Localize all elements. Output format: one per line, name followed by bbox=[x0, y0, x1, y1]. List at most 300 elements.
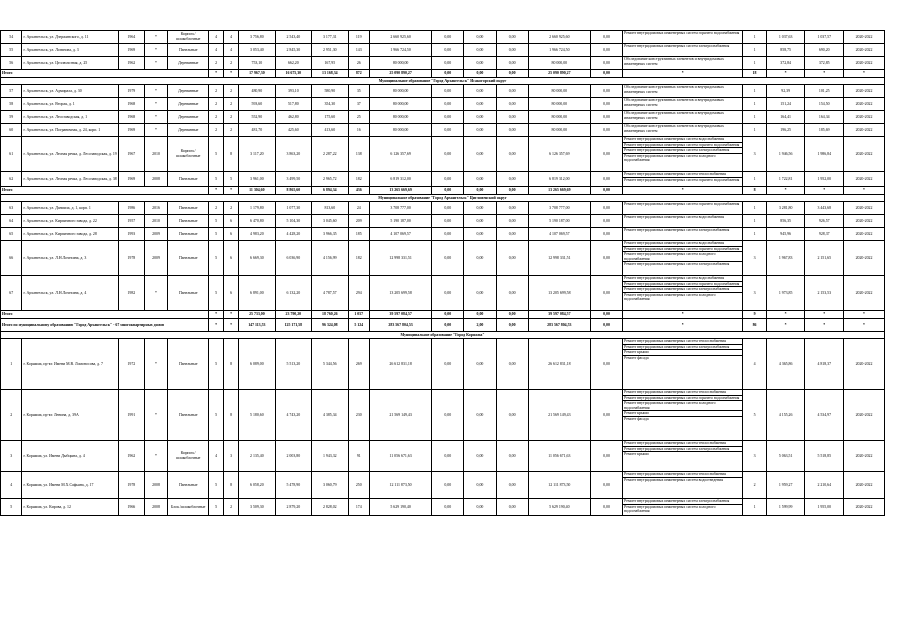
cell-col-17: 0,00 bbox=[590, 124, 622, 137]
cell-extra-3: 2 210,64 bbox=[805, 472, 844, 499]
cell-col-13: 0,00 bbox=[432, 319, 464, 332]
cell-col-1: 58 bbox=[1, 98, 22, 111]
cell-col-14: 0,00 bbox=[464, 241, 496, 276]
cell-col-16: 39 597 084,57 bbox=[528, 311, 590, 319]
cell-col-7: 6 bbox=[224, 241, 239, 276]
cell-col-2: г. Архангельск, ул. Адмирала, д. 30 bbox=[22, 85, 119, 98]
cell-col-9: 3 499,50 bbox=[275, 172, 311, 187]
cell-extra-1: 18 bbox=[743, 70, 767, 78]
cell-col-6: 5 bbox=[209, 472, 224, 499]
cell-extra-4: 2020-2022 bbox=[844, 57, 885, 70]
work-type-item: * bbox=[681, 188, 684, 193]
cell-col-12: 6 819 312,00 bbox=[369, 172, 431, 187]
cell-col-13: 0,00 bbox=[432, 57, 464, 70]
table-row bbox=[1, 31, 885, 44]
cell-col-11: 1 057 bbox=[348, 311, 369, 319]
work-types-cell bbox=[623, 276, 743, 311]
cell-col-6: 4 bbox=[209, 31, 224, 44]
cell-col-10: 2 287,22 bbox=[312, 137, 348, 172]
cell-col-7: 2 bbox=[224, 98, 239, 111]
cell-col-15: 0,00 bbox=[496, 276, 528, 311]
work-type-item: Ремонт внутридомовых инженерных систем горячего водоснабжения bbox=[624, 202, 740, 206]
cell-col-13: 0,00 bbox=[432, 499, 464, 516]
work-type-item: Ремонт внутридомовых инженерных систем электроснабжения bbox=[623, 148, 742, 154]
cell-col-7: 2 bbox=[224, 124, 239, 137]
cell-col-12: 11 056 671,63 bbox=[369, 441, 431, 472]
cell-col-6: 5 bbox=[209, 228, 224, 241]
cell-extra-2: 1 959,27 bbox=[766, 472, 805, 499]
cell-col-15: 0,00 bbox=[496, 499, 528, 516]
cell-extra-2: 858,75 bbox=[766, 44, 805, 57]
capital-repair-table bbox=[0, 30, 885, 516]
cell-col-2: г. Архангельск, ул. Кирпичного завода, д. 22 bbox=[22, 215, 119, 228]
table-row bbox=[1, 44, 885, 57]
cell-extra-3: * bbox=[805, 311, 844, 319]
cell-col-14: 0,00 bbox=[464, 441, 496, 472]
cell-col-10: 813,60 bbox=[312, 202, 348, 215]
cell-col-12: 80 000,00 bbox=[369, 85, 431, 98]
cell-col-14: 0,00 bbox=[464, 172, 496, 187]
cell-col-9: 662,20 bbox=[275, 57, 311, 70]
cell-col-13: 0,00 bbox=[432, 339, 464, 390]
cell-col-1: 57 bbox=[1, 85, 22, 98]
cell-col-16: 21 569 149,43 bbox=[528, 390, 590, 441]
cell-col-15: 0,00 bbox=[496, 390, 528, 441]
cell-col-9: 125 171,58 bbox=[275, 319, 311, 332]
cell-col-3: 1972 bbox=[119, 339, 145, 390]
cell-col-16: 6 819 312,00 bbox=[528, 172, 590, 187]
cell-extra-1: 3 bbox=[743, 276, 767, 311]
cell-col-4: * bbox=[144, 44, 168, 57]
cell-col-13: 0,00 bbox=[432, 472, 464, 499]
work-type-item: Ремонт внутридомовых инженерных систем горячего водоснабжения bbox=[624, 177, 740, 182]
cell-col-13: 0,00 bbox=[432, 137, 464, 172]
cell-col-12: 13 265 669,69 bbox=[369, 187, 431, 195]
cell-col-8: 25 733,00 bbox=[239, 311, 275, 319]
cell-col-5: Панельные bbox=[168, 339, 209, 390]
table-row bbox=[1, 499, 885, 516]
cell-col-10: 175,60 bbox=[312, 111, 348, 124]
cell-extra-4: 2020-2022 bbox=[844, 137, 885, 172]
cell-col-11: 174 bbox=[348, 499, 369, 516]
work-types-cell bbox=[623, 390, 743, 441]
cell-col-1: 63 bbox=[1, 202, 22, 215]
section-header-row bbox=[1, 78, 885, 85]
cell-col-8: 3 053,40 bbox=[239, 44, 275, 57]
cell-col-11: 230 bbox=[348, 390, 369, 441]
cell-col-4: 2009 bbox=[144, 241, 168, 276]
cell-col-5: Блок./шлакоблочные bbox=[168, 499, 209, 516]
cell-col-12: 13 205 699,58 bbox=[369, 276, 431, 311]
work-type-item: Ремонт внутридомовых инженерных систем электроснабжения bbox=[624, 262, 730, 267]
cell-col-6: 5 bbox=[209, 215, 224, 228]
cell-extra-3: 1 037,57 bbox=[805, 31, 844, 44]
cell-col-2: г. Архангельск, ул. Лесная речка, д. Лесозаводская, д. 19 bbox=[22, 137, 119, 172]
cell-extra-4: * bbox=[844, 70, 885, 78]
cell-extra-2: * bbox=[766, 187, 805, 195]
cell-col-11: 25 bbox=[348, 111, 369, 124]
cell-extra-3: 4 818,37 bbox=[805, 339, 844, 390]
cell-extra-4: 2020-2022 bbox=[844, 339, 885, 390]
cell-extra-2: 1 037,63 bbox=[766, 31, 805, 44]
cell-col-12: 6 126 357,69 bbox=[369, 137, 431, 172]
cell-col-6: 5 bbox=[209, 241, 224, 276]
cell-col-1: 55 bbox=[1, 44, 22, 57]
cell-extra-3: 185,69 bbox=[805, 124, 844, 137]
cell-col-8: 5 180,60 bbox=[239, 390, 275, 441]
cell-col-14: 0,00 bbox=[464, 390, 496, 441]
cell-col-15: 0,00 bbox=[496, 311, 528, 319]
cell-col-7: 8 bbox=[224, 137, 239, 172]
cell-col-3: 1978 bbox=[119, 241, 145, 276]
cell-col-14: 0,00 bbox=[464, 499, 496, 516]
cell-col-6: 4 bbox=[209, 44, 224, 57]
work-types-cell bbox=[623, 44, 743, 57]
cell-col-16: 4 107 069,57 bbox=[528, 228, 590, 241]
cell-col-5: Панельные bbox=[168, 390, 209, 441]
cell-col-3: 1969 bbox=[119, 172, 145, 187]
cell-col-15: 0,00 bbox=[496, 241, 528, 276]
work-type-item: Ремонт внутридомовых инженерных систем холодного водоснабжения bbox=[623, 401, 742, 411]
cell-col-15: 0,00 bbox=[496, 319, 528, 332]
cell-extra-1: 1 bbox=[743, 124, 767, 137]
cell-extra-3: 2 153,53 bbox=[805, 276, 844, 311]
cell-col-2: г. Коряжма, ул. Кирова, д. 12 bbox=[22, 499, 119, 516]
cell-col-2: г. Коряжма, ул. Имени Дыбцына, д. 4 bbox=[22, 441, 119, 472]
cell-col-17: 0,00 bbox=[590, 499, 622, 516]
cell-col-1: 56 bbox=[1, 57, 22, 70]
cell-col-6: 4 bbox=[209, 441, 224, 472]
cell-col-9: 6 132,20 bbox=[275, 276, 311, 311]
cell-col-1: 1 bbox=[1, 339, 22, 390]
cell-extra-1: 5 bbox=[743, 390, 767, 441]
cell-col-5: Панельные bbox=[168, 241, 209, 276]
cell-col-4: 2008 bbox=[144, 472, 168, 499]
cell-col-11: 138 bbox=[348, 137, 369, 172]
cell-col-13: 0,00 bbox=[432, 111, 464, 124]
cell-col-2: г. Архангельск, ул. Лесная речка, д. Лесозаводская, д. 38 bbox=[22, 172, 119, 187]
cell-col-10: 5 344,56 bbox=[312, 339, 348, 390]
cell-col-7: 5 bbox=[224, 172, 239, 187]
cell-col-16: 12 998 331,51 bbox=[528, 241, 590, 276]
cell-col-10: 2 965,72 bbox=[312, 172, 348, 187]
work-type-item: Ремонт внутридомовых инженерных систем горячего водоснабжения bbox=[623, 143, 742, 149]
cell-col-3: 1969 bbox=[119, 44, 145, 57]
work-types-cell bbox=[623, 228, 743, 241]
cell-extra-3: 101,25 bbox=[805, 85, 844, 98]
cell-col-3: 1964 bbox=[119, 31, 145, 44]
cell-col-4: * bbox=[144, 276, 168, 311]
cell-extra-4: 2020-2022 bbox=[844, 499, 885, 516]
cell-col-5: Деревянные bbox=[168, 85, 209, 98]
cell-col-14: 0,00 bbox=[464, 311, 496, 319]
cell-extra-2: 372,84 bbox=[766, 57, 805, 70]
cell-extra-3: 1 986,84 bbox=[805, 137, 844, 172]
cell-col-16: 80 000,00 bbox=[528, 98, 590, 111]
cell-col-15: 0,00 bbox=[496, 57, 528, 70]
cell-col-2: г. Архангельск, ул. Дзержинского, д. 11 bbox=[22, 31, 119, 44]
cell-col-4: * bbox=[144, 85, 168, 98]
work-type-item: Обследование конструктивных элементов и внутридомовых инженерных систем bbox=[624, 124, 724, 133]
cell-col-17: 0,00 bbox=[590, 85, 622, 98]
cell-col-4: * bbox=[144, 98, 168, 111]
work-type-item: Ремонт внутридомовых инженерных систем водоснабжения bbox=[624, 215, 725, 219]
cell-col-9: 425,60 bbox=[275, 124, 311, 137]
cell-col-4: * bbox=[144, 390, 168, 441]
cell-col-14: 0,00 bbox=[464, 57, 496, 70]
table-row bbox=[1, 57, 885, 70]
cell-col-14: 0,00 bbox=[464, 472, 496, 499]
cell-col-1: 59 bbox=[1, 111, 22, 124]
cell-col-12: 4 107 069,57 bbox=[369, 228, 431, 241]
work-type-item: Ремонт внутридомовых инженерных систем горячего водоснабжения bbox=[624, 31, 740, 35]
cell-col-9: 8 865,60 bbox=[275, 187, 311, 195]
cell-col-17: 0,00 bbox=[590, 137, 622, 172]
cell-col-10: 580,90 bbox=[312, 85, 348, 98]
cell-col-17: 0,00 bbox=[590, 57, 622, 70]
cell-col-16: 80 000,00 bbox=[528, 85, 590, 98]
cell-extra-4: 2020-2022 bbox=[844, 111, 885, 124]
cell-col-3: 1991 bbox=[119, 390, 145, 441]
cell-col-9: 2 845,30 bbox=[275, 44, 311, 57]
cell-col-10: 3 060,79 bbox=[312, 472, 348, 499]
cell-col-15: 0,00 bbox=[496, 124, 528, 137]
cell-extra-4: * bbox=[844, 311, 885, 319]
cell-extra-4: 2020-2022 bbox=[844, 390, 885, 441]
cell-col-13: 0,00 bbox=[432, 70, 464, 78]
cell-col-4: * bbox=[144, 339, 168, 390]
work-type-item: Ремонт внутридомовых инженерных систем горячего водоснабжения bbox=[623, 396, 742, 402]
cell-col-10: 3 966,35 bbox=[312, 228, 348, 241]
cell-extra-4: 2020-2022 bbox=[844, 31, 885, 44]
cell-col-2: г. Коряжма, пр-кт. Имени М.В. Ломоносова, д. 7 bbox=[22, 339, 119, 390]
cell-col-9: 6 036,90 bbox=[275, 241, 311, 276]
work-type-item: Обследование конструктивных элементов и внутридомовых инженерных систем bbox=[624, 111, 724, 120]
cell-col-7: 8 bbox=[224, 390, 239, 441]
work-type-item: Ремонт фасада bbox=[624, 416, 649, 421]
cell-col-6: 2 bbox=[209, 85, 224, 98]
cell-extra-3: * bbox=[805, 187, 844, 195]
cell-col-8: 552,90 bbox=[239, 111, 275, 124]
cell-col-17: 0,00 bbox=[590, 31, 622, 44]
work-types-cell bbox=[623, 172, 743, 187]
cell-extra-1: 1 bbox=[743, 31, 767, 44]
table-row bbox=[1, 276, 885, 311]
cell-col-7: * bbox=[224, 70, 239, 78]
total-row bbox=[1, 70, 885, 78]
cell-col-17: 0,00 bbox=[590, 472, 622, 499]
cell-col-12: 12 998 331,51 bbox=[369, 241, 431, 276]
cell-col-13: 0,00 bbox=[432, 187, 464, 195]
cell-col-4: 2008 bbox=[144, 499, 168, 516]
cell-col-12: 12 111 873,50 bbox=[369, 472, 431, 499]
cell-col-7: 3 bbox=[224, 441, 239, 472]
cell-col-4: * bbox=[144, 57, 168, 70]
cell-col-5: Панельные bbox=[168, 202, 209, 215]
cell-extra-2: 1 946,56 bbox=[766, 137, 805, 172]
cell-col-12: 3 708 777,00 bbox=[369, 202, 431, 215]
cell-col-4: * bbox=[144, 441, 168, 472]
table-row bbox=[1, 228, 885, 241]
cell-extra-3: 164,34 bbox=[805, 111, 844, 124]
cell-col-9: 5 478,90 bbox=[275, 472, 311, 499]
cell-col-1: 62 bbox=[1, 172, 22, 187]
cell-extra-4: 2020-2022 bbox=[844, 98, 885, 111]
cell-col-3: 1957 bbox=[119, 215, 145, 228]
cell-col-8: 2 135,40 bbox=[239, 441, 275, 472]
cell-col-15: 0,00 bbox=[496, 202, 528, 215]
work-type-item: Ремонт внутридомовых инженерных систем водоснабжения bbox=[623, 137, 742, 143]
cell-extra-4: 2020-2022 bbox=[844, 441, 885, 472]
cell-extra-1: 1 bbox=[743, 44, 767, 57]
cell-extra-3: * bbox=[805, 70, 844, 78]
cell-col-1: 5 bbox=[1, 499, 22, 516]
cell-col-12: 39 597 084,57 bbox=[369, 311, 431, 319]
cell-col-15: 0,00 bbox=[496, 441, 528, 472]
cell-extra-1: 1 bbox=[743, 215, 767, 228]
cell-extra-1: 3 bbox=[743, 241, 767, 276]
cell-extra-2: * bbox=[766, 70, 805, 78]
cell-extra-2: * bbox=[766, 319, 805, 332]
cell-col-6: 2 bbox=[209, 124, 224, 137]
cell-col-1: 67 bbox=[1, 276, 22, 311]
cell-col-11: 35 bbox=[348, 85, 369, 98]
work-type-item: Ремонт фасада bbox=[624, 355, 649, 360]
cell-col-16: 12 111 873,50 bbox=[528, 472, 590, 499]
cell-extra-2: * bbox=[766, 311, 805, 319]
cell-col-7: * bbox=[224, 187, 239, 195]
cell-col-5: Деревянные bbox=[168, 57, 209, 70]
cell-col-10: 96 324,08 bbox=[312, 319, 348, 332]
cell-extra-2: 945,96 bbox=[766, 228, 805, 241]
work-type-item: Ремонт внутридомовых инженерных систем электроснабжения bbox=[624, 228, 730, 232]
cell-col-11: 185 bbox=[348, 228, 369, 241]
cell-extra-1: 2 bbox=[743, 472, 767, 499]
cell-col-9: 462,80 bbox=[275, 111, 311, 124]
cell-col-8: 3 509,30 bbox=[239, 499, 275, 516]
table-row bbox=[1, 202, 885, 215]
cell-col-2: г. Коряжма, пр-кт. Ленина, д. 39А bbox=[22, 390, 119, 441]
work-type-item: Ремонт крыши bbox=[624, 452, 649, 457]
cell-col-7: * bbox=[224, 319, 239, 332]
work-type-item: Ремонт внутридомовых инженерных систем теплоснабжения bbox=[623, 390, 742, 396]
cell-col-12: 5 629 190,40 bbox=[369, 499, 431, 516]
cell-col-17: 0,00 bbox=[590, 202, 622, 215]
cell-col-16: 80 000,00 bbox=[528, 57, 590, 70]
cell-col-3: 1982 bbox=[119, 276, 145, 311]
cell-col-11: 182 bbox=[348, 172, 369, 187]
cell-col-10: 2 951,30 bbox=[312, 44, 348, 57]
cell-col-17: 0,00 bbox=[590, 111, 622, 124]
cell-col-8: 480,90 bbox=[239, 85, 275, 98]
work-types-cell bbox=[623, 57, 743, 70]
cell-col-14: 0,00 bbox=[464, 137, 496, 172]
cell-col-2: г. Архангельск, ул. Вторая, д. 1 bbox=[22, 98, 119, 111]
work-types-cell bbox=[623, 124, 743, 137]
cell-extra-1: 1 bbox=[743, 172, 767, 187]
cell-col-10: 1 943,32 bbox=[312, 441, 348, 472]
cell-col-7: * bbox=[224, 311, 239, 319]
cell-col-10: 4 156,99 bbox=[312, 241, 348, 276]
cell-col-1: 60 bbox=[1, 124, 22, 137]
cell-col-6: 2 bbox=[209, 98, 224, 111]
cell-col-12: 80 000,00 bbox=[369, 111, 431, 124]
work-types-cell bbox=[623, 241, 743, 276]
cell-col-4: 2010 bbox=[144, 215, 168, 228]
cell-col-6: 5 bbox=[209, 499, 224, 516]
cell-col-2: г. Архангельск, ул. Логинова, д. 3 bbox=[22, 44, 119, 57]
cell-col-6: 5 bbox=[209, 390, 224, 441]
work-type-item: Обследование конструктивных элементов и внутридомовых инженерных систем bbox=[624, 98, 724, 107]
cell-extra-2: 4 365,86 bbox=[766, 339, 805, 390]
cell-col-7: 4 bbox=[224, 31, 239, 44]
cell-col-1: 66 bbox=[1, 241, 22, 276]
cell-extra-3: 5 518,85 bbox=[805, 441, 844, 472]
cell-col-1: 2 bbox=[1, 390, 22, 441]
cell-col-12: 80 000,00 bbox=[369, 124, 431, 137]
cell-col-6: * bbox=[209, 70, 224, 78]
cell-col-11: 24 bbox=[348, 202, 369, 215]
cell-col-15: 0,00 bbox=[496, 70, 528, 78]
cell-col-17: 0,00 bbox=[590, 215, 622, 228]
cell-extra-2: 4 155,26 bbox=[766, 390, 805, 441]
cell-col-2: г. Архангельск, ул. Даниила, д. 1, корп. 1 bbox=[22, 202, 119, 215]
cell-extra-3: 3 443,68 bbox=[805, 202, 844, 215]
cell-col-14: 0,00 bbox=[464, 70, 496, 78]
cell-col-15: 0,00 bbox=[496, 187, 528, 195]
cell-col-2: г. Коряжма, ул. Имени М.Х.Сафьяна, д. 17 bbox=[22, 472, 119, 499]
work-type-item: Ремонт внутридомовых инженерных систем холодного водоснабжения bbox=[624, 153, 716, 163]
cell-col-5: Панельные bbox=[168, 215, 209, 228]
work-type-item: Ремонт внутридомовых инженерных систем теплоснабжения bbox=[623, 172, 742, 178]
cell-col-9: 4 428,20 bbox=[275, 228, 311, 241]
cell-col-14: 0,00 bbox=[464, 124, 496, 137]
work-types-cell bbox=[623, 85, 743, 98]
cell-col-15: 0,00 bbox=[496, 85, 528, 98]
cell-col-11: 91 bbox=[348, 441, 369, 472]
cell-extra-4: 2020-2022 bbox=[844, 85, 885, 98]
cell-col-11: 16 bbox=[348, 124, 369, 137]
cell-col-8: 1 179,80 bbox=[239, 202, 275, 215]
cell-col-13: 0,00 bbox=[432, 311, 464, 319]
table-row bbox=[1, 390, 885, 441]
cell-col-14: 0,00 bbox=[464, 187, 496, 195]
cell-col-12: 80 000,00 bbox=[369, 98, 431, 111]
table-row bbox=[1, 215, 885, 228]
cell-extra-1: 1 bbox=[743, 499, 767, 516]
work-type-item: * bbox=[681, 312, 684, 317]
cell-col-7: 8 bbox=[224, 339, 239, 390]
work-types-cell bbox=[623, 339, 743, 390]
cell-col-7: 6 bbox=[224, 276, 239, 311]
work-type-item: * bbox=[681, 322, 684, 327]
cell-col-12: 2 660 925,60 bbox=[369, 31, 431, 44]
cell-col-13: 0,00 bbox=[432, 85, 464, 98]
cell-col-10: 2 828,02 bbox=[312, 499, 348, 516]
work-type-item: Ремонт внутридомовых инженерных систем теплоснабжения bbox=[623, 472, 742, 478]
table-row bbox=[1, 111, 885, 124]
cell-col-4: 2016 bbox=[144, 202, 168, 215]
cell-extra-2: 3 281,80 bbox=[766, 202, 805, 215]
cell-col-2: г. Архангельск, ул. Целлюлозная, д. 25 bbox=[22, 57, 119, 70]
cell-col-6: 2 bbox=[209, 57, 224, 70]
cell-col-16: 1 966 724,50 bbox=[528, 44, 590, 57]
work-type-item: Ремонт внутридомовых инженерных систем холодного водоснабжения bbox=[623, 252, 742, 262]
work-type-item: Ремонт внутридомовых инженерных систем теплоснабжения bbox=[623, 441, 742, 447]
cell-col-14: 2,00 bbox=[464, 319, 496, 332]
cell-extra-2: 1 599,99 bbox=[766, 499, 805, 516]
cell-col-17: 0,00 bbox=[590, 339, 622, 390]
